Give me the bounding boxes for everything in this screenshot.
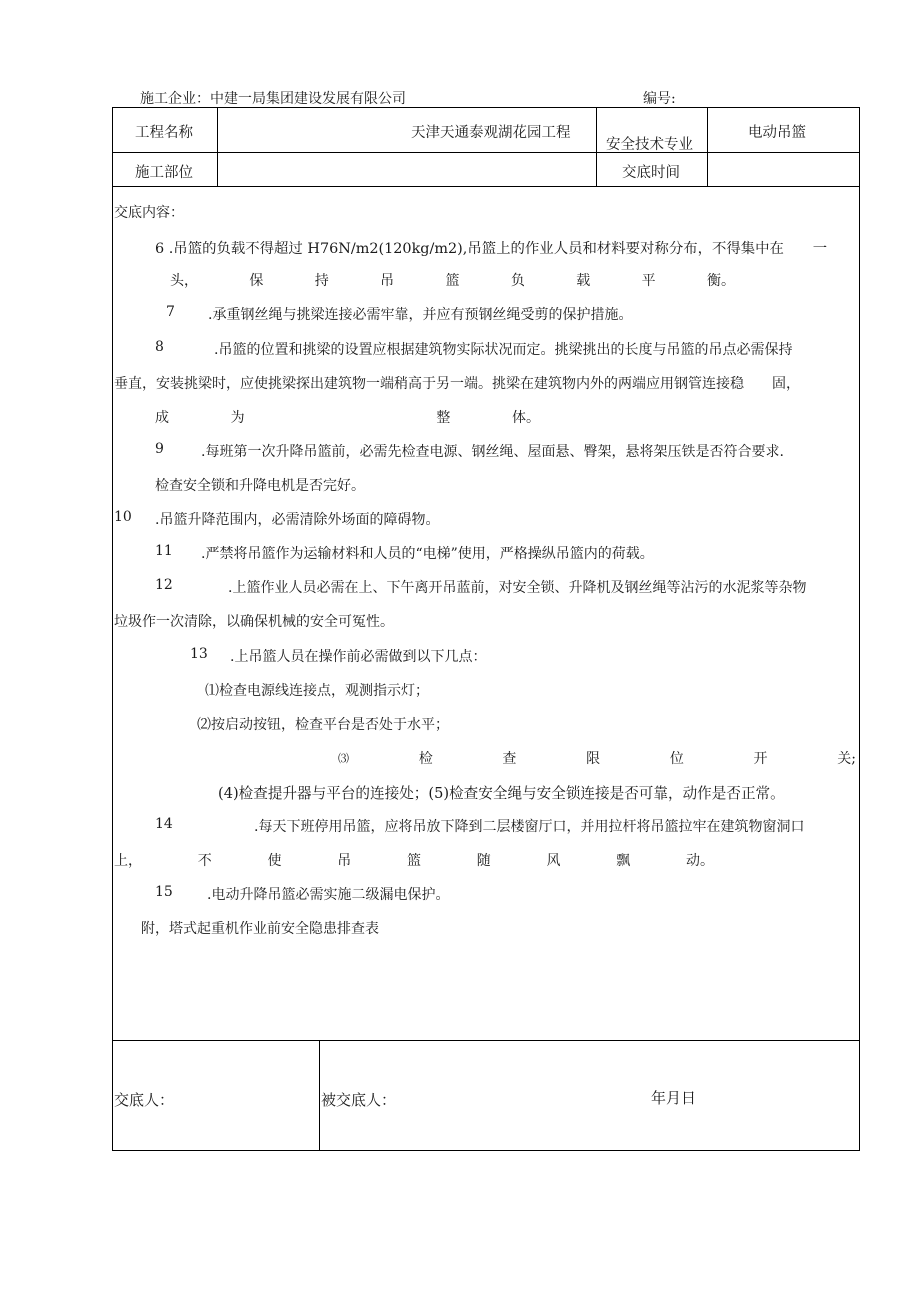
col2-divider <box>596 107 597 187</box>
item-13-sub-3: ⑶ 检 查 限 位 开 关; <box>338 751 856 767</box>
recipient-label: 被交底人： <box>321 1091 397 1109</box>
project-name-value: 天津天通泰观湖花园工程 <box>411 125 571 141</box>
table-left-border <box>112 107 113 1151</box>
item-8-line-2: 垂直，安装挑梁时，应使挑梁探出建筑物一端稍高于另一端。挑梁在建筑物内外的两端应用钢管连接稳 固， <box>114 376 800 392</box>
item-15-number: 15 <box>155 884 173 900</box>
company-label: 施工企业：中建一局集团建设发展有限公司 <box>140 91 406 107</box>
row2-bottom-border <box>112 186 860 187</box>
content-heading: 交底内容： <box>114 205 184 221</box>
item-13-sub-2: ⑵按启动按钮，检查平台是否处于水平； <box>197 717 449 733</box>
col1-divider <box>217 107 218 187</box>
table-top-border <box>112 107 860 108</box>
item-13-sub-1: ⑴检查电源线连接点，观测指示灯； <box>205 683 429 699</box>
item-13-sub-4: (4)检查提升器与平台的连接处；(5)检查安全绳与安全锁连接是否可靠，动作是否正常。 <box>218 785 785 802</box>
item-10-text: .吊篮升降范围内，必需清除外场面的障碍物。 <box>155 512 440 528</box>
item-11-text: .严禁将吊篮作为运输材料和人员的“电梯”使用，严格操纵吊篮内的荷载。 <box>201 546 654 562</box>
item-7-number: 7 <box>166 304 175 320</box>
document-number-label: 编号: <box>643 91 676 107</box>
discloser-label: 交底人： <box>114 1091 175 1109</box>
row1-bottom-border <box>112 152 860 153</box>
item-14-text: .每天下班停用吊篮，应将吊放下降到二层楼窗厅口，并用拉杆将吊篮拉牢在建筑物窗洞口 <box>254 819 805 835</box>
item-10-number: 10 <box>114 509 132 525</box>
footer-divider <box>319 1040 320 1151</box>
time-label: 交底时间 <box>622 165 680 181</box>
col3-divider <box>707 107 708 187</box>
item-8-line-3: 成 为 整 体。 <box>155 410 540 426</box>
item-14-number: 14 <box>155 816 173 832</box>
specialty-label: 安全技术专业 <box>606 137 693 153</box>
item-8-text: .吊篮的位置和挑梁的设置应根据建筑物实际状况而定。挑梁挑出的长度与吊篮的吊点必需保持 <box>214 342 793 358</box>
item-12-line-2: 垃圾作一次清除，以确保机械的安全可冤性。 <box>114 614 394 630</box>
project-name-label: 工程名称 <box>135 125 193 141</box>
content-bottom-border <box>112 1040 860 1041</box>
location-label: 施工部位 <box>135 165 193 181</box>
specialty-value: 电动吊篮 <box>748 125 806 141</box>
table-bottom-border <box>112 1150 860 1151</box>
item-13-text: .上吊篮人员在操作前必需做到以下几点： <box>230 649 487 665</box>
item-6-line-1: 6 .吊篮的负载不得超过 H76N/m2(120kg/m2),吊篮上的作业人员和材料要对称分布，不得集中在 一 <box>155 241 828 257</box>
item-8-number: 8 <box>155 339 164 355</box>
item-9-number: 9 <box>155 441 164 457</box>
item-13-number: 13 <box>190 646 208 662</box>
item-9-text: .每班第一次升降吊篮前，必需先检查电源、钢丝绳、屋面悬、臀架，悬将架压铁是否符合要求. <box>201 444 784 460</box>
item-12-number: 12 <box>155 577 173 593</box>
item-14-line-2: 上， 不 使 吊 篮 随 风 飘 动。 <box>114 853 714 869</box>
item-9-line-2: 检查安全锁和升降电机是否完好。 <box>155 478 365 494</box>
date-label: 年月日 <box>651 1089 697 1107</box>
item-11-number: 11 <box>155 543 173 559</box>
item-12-text: .上篮作业人员必需在上、下午离开吊蓝前，对安全锁、升降机及钢丝绳等沾污的水泥浆等杂物 <box>228 580 807 596</box>
item-15-text: .电动升降吊篮必需实施二级漏电保护。 <box>207 887 450 903</box>
table-right-border <box>859 107 860 1151</box>
appendix-note: 附，塔式起重机作业前安全隐患排查表 <box>141 921 379 937</box>
item-7-text: .承重钢丝绳与挑梁连接必需牢靠，并应有预钢丝绳受剪的保护措施。 <box>208 307 633 323</box>
item-6-line-2: 头， 保 持 吊 篮 负 载 平 衡。 <box>170 273 735 289</box>
